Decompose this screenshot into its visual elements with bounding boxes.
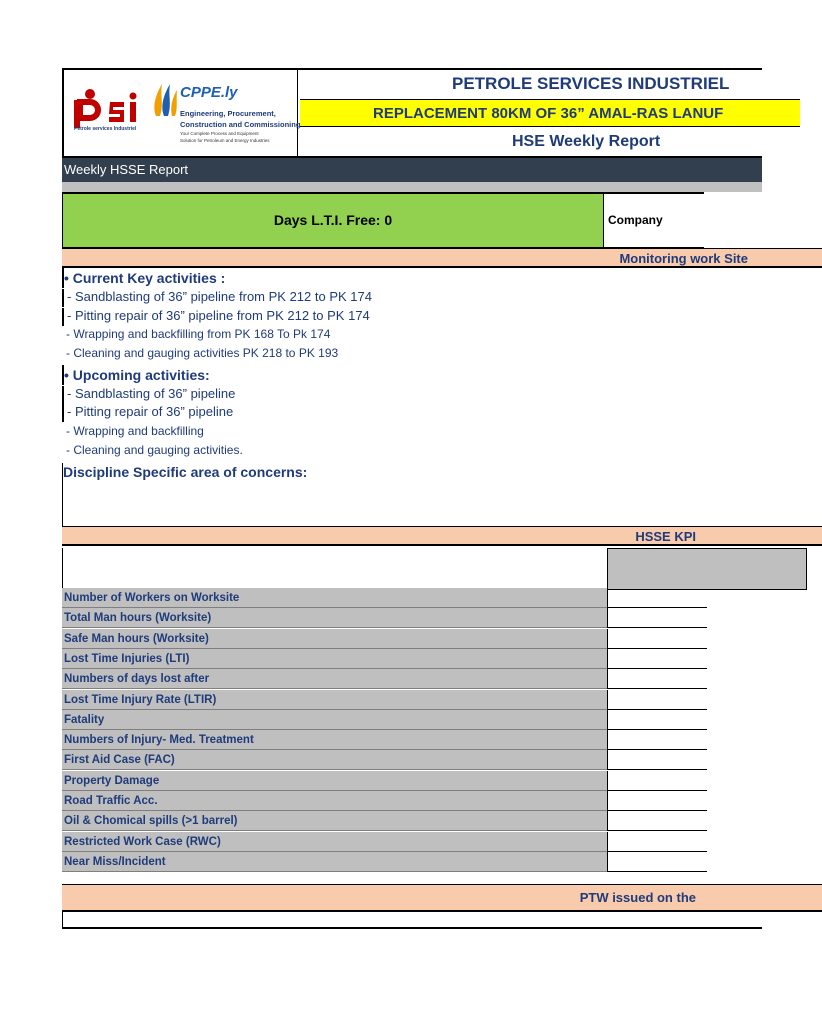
kpi-label: Near Miss/Incident (62, 852, 607, 872)
kpi-label: Lost Time Injury Rate (LTIR) (62, 690, 607, 710)
kpi-label: Oil & Chomical spills (>1 barrel) (62, 811, 607, 831)
kpi-row (62, 649, 702, 669)
kpi-row (62, 750, 702, 770)
concerns-heading: Discipline Specific area of concerns: (62, 463, 762, 527)
company-label: Company (604, 192, 704, 248)
kpi-label: Number of Workers on Worksite (62, 588, 607, 608)
upcoming-item-1: - Sandblasting of 36” pipeline (62, 386, 235, 404)
kpi-label: Numbers of days lost after (62, 669, 607, 689)
monitoring-bar: Monitoring work Site (62, 248, 822, 268)
ptw-row (62, 912, 762, 929)
current-item-3: - Wrapping and backfilling from PK 168 To Pk 174 (66, 327, 331, 341)
ptw-bar: PTW issued on the (62, 884, 822, 912)
kpi-value-cell[interactable] (607, 832, 707, 852)
kpi-value-cell[interactable] (607, 710, 707, 730)
lti-free-box: Days L.T.I. Free: 0 (62, 192, 604, 248)
upcoming-item-3: - Wrapping and backfilling (66, 424, 204, 438)
kpi-value-cell[interactable] (607, 649, 707, 669)
cppe-line-3: Your Complete Process and Equipment (180, 131, 259, 136)
project-title: REPLACEMENT 80KM OF 36” AMAL-RAS LANUF (300, 99, 800, 127)
grey-spacer (62, 182, 762, 192)
cppe-line-4: Solution for Petroleum and Energy Industries (180, 138, 270, 143)
upcoming-item-4: - Cleaning and gauging activities. (66, 443, 243, 457)
current-item-4: - Cleaning and gauging activities PK 218 to PK 193 (66, 346, 339, 360)
kpi-label: Fatality (62, 710, 607, 730)
kpi-label: Road Traffic Acc. (62, 791, 607, 811)
kpi-value-cell[interactable] (607, 690, 707, 710)
kpi-label: Property Damage (62, 771, 607, 791)
current-activities-heading: • Current Key activities : (64, 270, 226, 286)
cppe-flame-icon (150, 80, 180, 120)
kpi-row (62, 811, 702, 831)
kpi-value-cell[interactable] (607, 588, 707, 608)
kpi-row (62, 608, 702, 628)
cppe-line-2: Construction and Commissioning (180, 120, 301, 129)
kpi-header-blank (62, 548, 607, 590)
kpi-header-grey (607, 548, 807, 590)
upcoming-item-2: - Pitting repair of 36” pipeline (62, 404, 233, 422)
upcoming-activities-heading: • Upcoming activities: (64, 367, 210, 383)
kpi-label: Total Man hours (Worksite) (62, 608, 607, 628)
kpi-label: Lost Time Injuries (LTI) (62, 649, 607, 669)
kpi-value-cell[interactable] (607, 791, 707, 811)
kpi-row (62, 710, 702, 730)
cppe-line-1: Engineering, Procurement, (180, 109, 276, 118)
kpi-label: First Aid Case (FAC) (62, 750, 607, 770)
kpi-row (62, 629, 702, 649)
kpi-value-cell[interactable] (607, 852, 707, 872)
kpi-row (62, 669, 702, 689)
kpi-value-cell[interactable] (607, 629, 707, 649)
kpi-row (62, 690, 702, 710)
kpi-row (62, 771, 702, 791)
kpi-value-cell[interactable] (607, 771, 707, 791)
current-item-2: - Pitting repair of 36” pipeline from PK 212 to PK 174 (62, 308, 370, 326)
cppe-logo-text: CPPE.ly (180, 84, 238, 101)
current-item-1: - Sandblasting of 36” pipeline from PK 212 to PK 174 (62, 289, 372, 307)
psi-logo-subtitle: Petrole services Industriel (74, 126, 137, 132)
kpi-value-cell[interactable] (607, 811, 707, 831)
report-title: HSE Weekly Report (512, 133, 661, 150)
kpi-row (62, 791, 702, 811)
kpi-label: Numbers of Injury- Med. Treatment (62, 730, 607, 750)
kpi-label: Restricted Work Case (RWC) (62, 832, 607, 852)
logo-cell (62, 68, 301, 158)
weekly-report-bar: Weekly HSSE Report (62, 158, 762, 182)
company-title: PETROLE SERVICES INDUSTRIEL (452, 74, 730, 93)
kpi-value-cell[interactable] (607, 669, 707, 689)
kpi-value-cell[interactable] (607, 730, 707, 750)
kpi-row (62, 832, 702, 852)
kpi-label: Safe Man hours (Worksite) (62, 629, 607, 649)
kpi-value-cell[interactable] (607, 608, 707, 628)
kpi-row (62, 730, 702, 750)
kpi-value-cell[interactable] (607, 750, 707, 770)
kpi-row (62, 852, 702, 872)
kpi-row (62, 588, 702, 608)
kpi-bar: HSSE KPI (62, 526, 822, 546)
